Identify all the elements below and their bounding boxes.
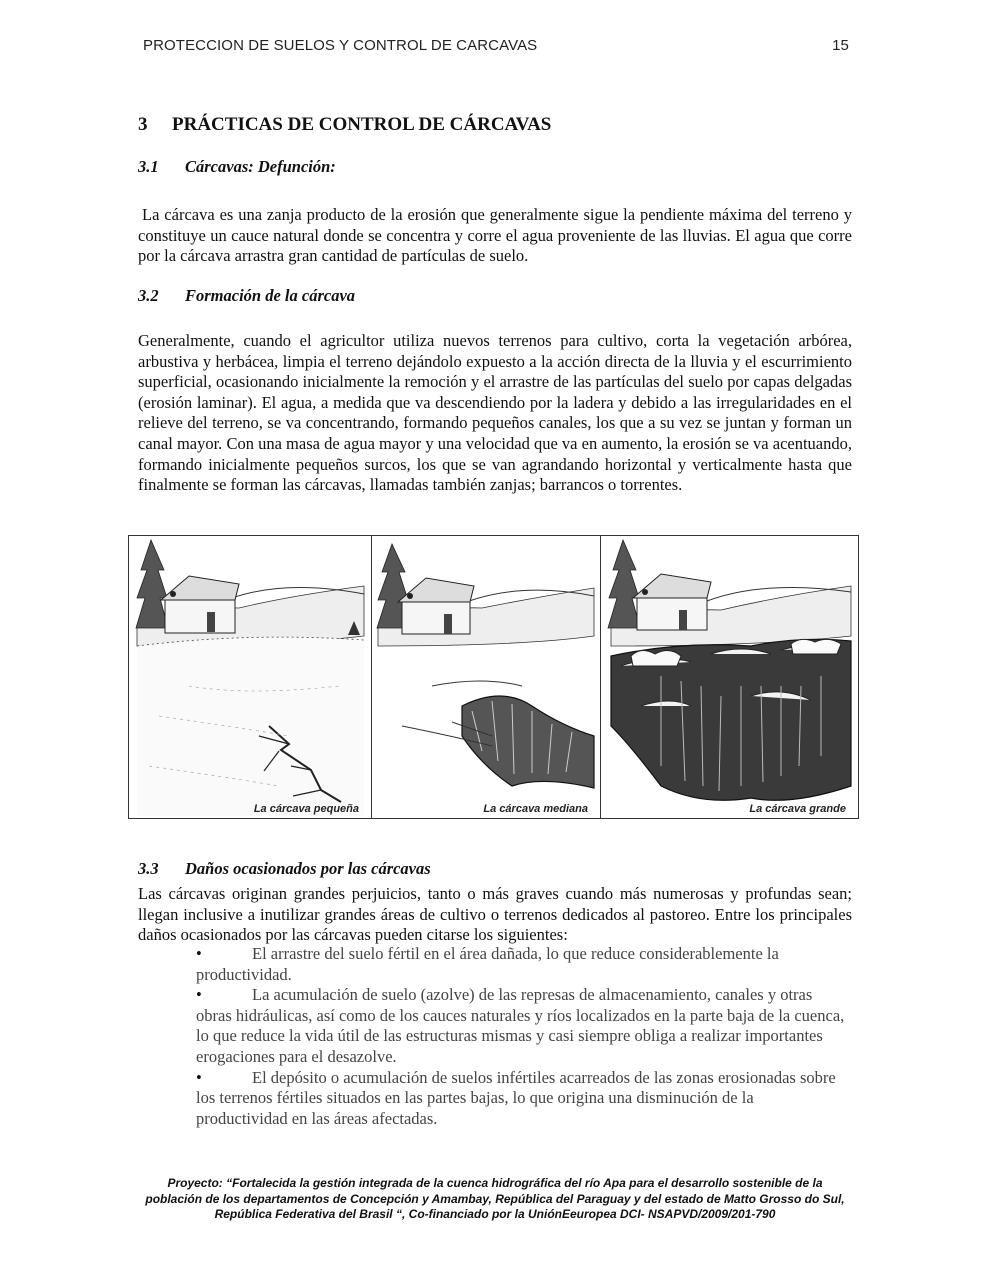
medium-gully-drawing [372,536,601,818]
header-title: PROTECCION DE SUELOS Y CONTROL DE CARCAVAS [143,37,538,54]
page-footer: Proyecto: “Fortalecida la gestión integrada de la cuenca hidrográfica del río Apa para el desarrollo sostenible de la población de los departamentos de Concepción y Amambay, República del Paraguay y del estado de Matto Grosso do Sul, República Federativa del Brasil “, Co-financiado por la UniónEeuropea DCI- NSAPVD/2009/201-790 [145,1176,845,1221]
illustration-small-gully [129,536,372,818]
subsection-number: 3.1 [138,157,159,176]
bullet-symbol: • [196,1067,202,1087]
subsection-title: Formación de la cárcava [185,286,356,305]
paragraph-definition: La cárcava es una zanja producto de la erosión que generalmente sigue la pendiente máxima del terreno y constituye un cauce natural donde se concentra y corre el agua proveniente de las lluvias. El agua que corre por la cárcava arrastra gran cantidad de partículas de suelo. [138,205,852,266]
section-number: 3 [138,114,148,135]
subsection-heading-3-1 [138,157,336,177]
paragraph-formation: Generalmente, cuando el agricultor utiliza nuevos terrenos para cultivo, corta la vegetación arbórea, arbustiva y herbácea, limpia el terreno dejándolo expuesto a la acción directa de la lluvia y el escurrimiento superficial, ocasionando inicialmente la remoción y el arrastre de las partículas del suelo por capas delgadas (erosión laminar). El agua, a medida que va descendiendo por la ladera y debido a las irregularidades en el relieve del terreno, se va concentrando, formando pequeños canales, los que a su vez se juntan y forman un canal mayor. Con una masa de agua mayor y una velocidad que va en aumento, la erosión se va acentuando, formando inicialmente pequeños surcos, los que se van agrandando horizontal y verticalmente hasta que finalmente se forman las cárcavas, llamadas también zanjas; barrancos o torrentes. [138,331,852,495]
caption-large: La cárcava grande [749,803,846,815]
list-item-text: El depósito o acumulación de suelos infértiles acarreados de las zonas erosionadas sobre los terrenos fértiles situados en las partes bajas, lo que origina una disminución de la productividad en las áreas afectadas. [196,1067,836,1128]
subsection-number: 3.3 [138,859,159,878]
large-gully-drawing [601,536,858,818]
illustration-large-gully [601,536,858,818]
illustration-medium-gully [372,536,601,818]
subsection-title: Daños ocasionados por las cárcavas [185,859,431,878]
bullet-symbol: • [196,985,202,1005]
subsection-number: 3.2 [138,286,159,305]
caption-medium: La cárcava mediana [483,803,588,815]
small-gully-drawing [129,536,372,818]
caption-small: La cárcava pequeña [253,803,359,815]
page-number: 15 [832,37,849,54]
paragraph-damages: Las cárcavas originan grandes perjuicios, tanto o más graves cuando más numerosas y profundas sean; llegan inclusive a inutilizar grandes áreas de cultivo o terrenos dedicados al pastoreo. Entre los principales daños ocasionados por las cárcavas pueden citarse los siguientes: [138,884,852,945]
list-item-text: La acumulación de suelo (azolve) de las represas de almacenamiento, canales y otras obras hidráulicas, así como de los cauces naturales y ríos localizados en la parte baja de la cuenca, lo que reduce la vida útil de las estructuras mismas y casi siempre obliga a realizar importantes erogaciones para el desazolve. [196,985,845,1066]
page-header [143,37,849,54]
bullet-symbol: • [196,944,202,963]
subsection-heading-3-2 [138,286,355,306]
subsection-heading-3-3 [138,859,431,879]
list-item [196,985,846,1067]
damages-list [196,944,846,1129]
subsection-title: Cárcavas: Defunción: [185,157,336,176]
gully-illustration-figure [128,535,859,819]
section-title: PRÁCTICAS DE CONTROL DE CÁRCAVAS [172,114,552,135]
list-item-text: El arrastre del suelo fértil en el área dañada, lo que reduce considerablemente la productividad. [196,944,779,984]
list-item [196,944,846,985]
list-item [196,1068,846,1130]
section-heading [138,114,551,136]
